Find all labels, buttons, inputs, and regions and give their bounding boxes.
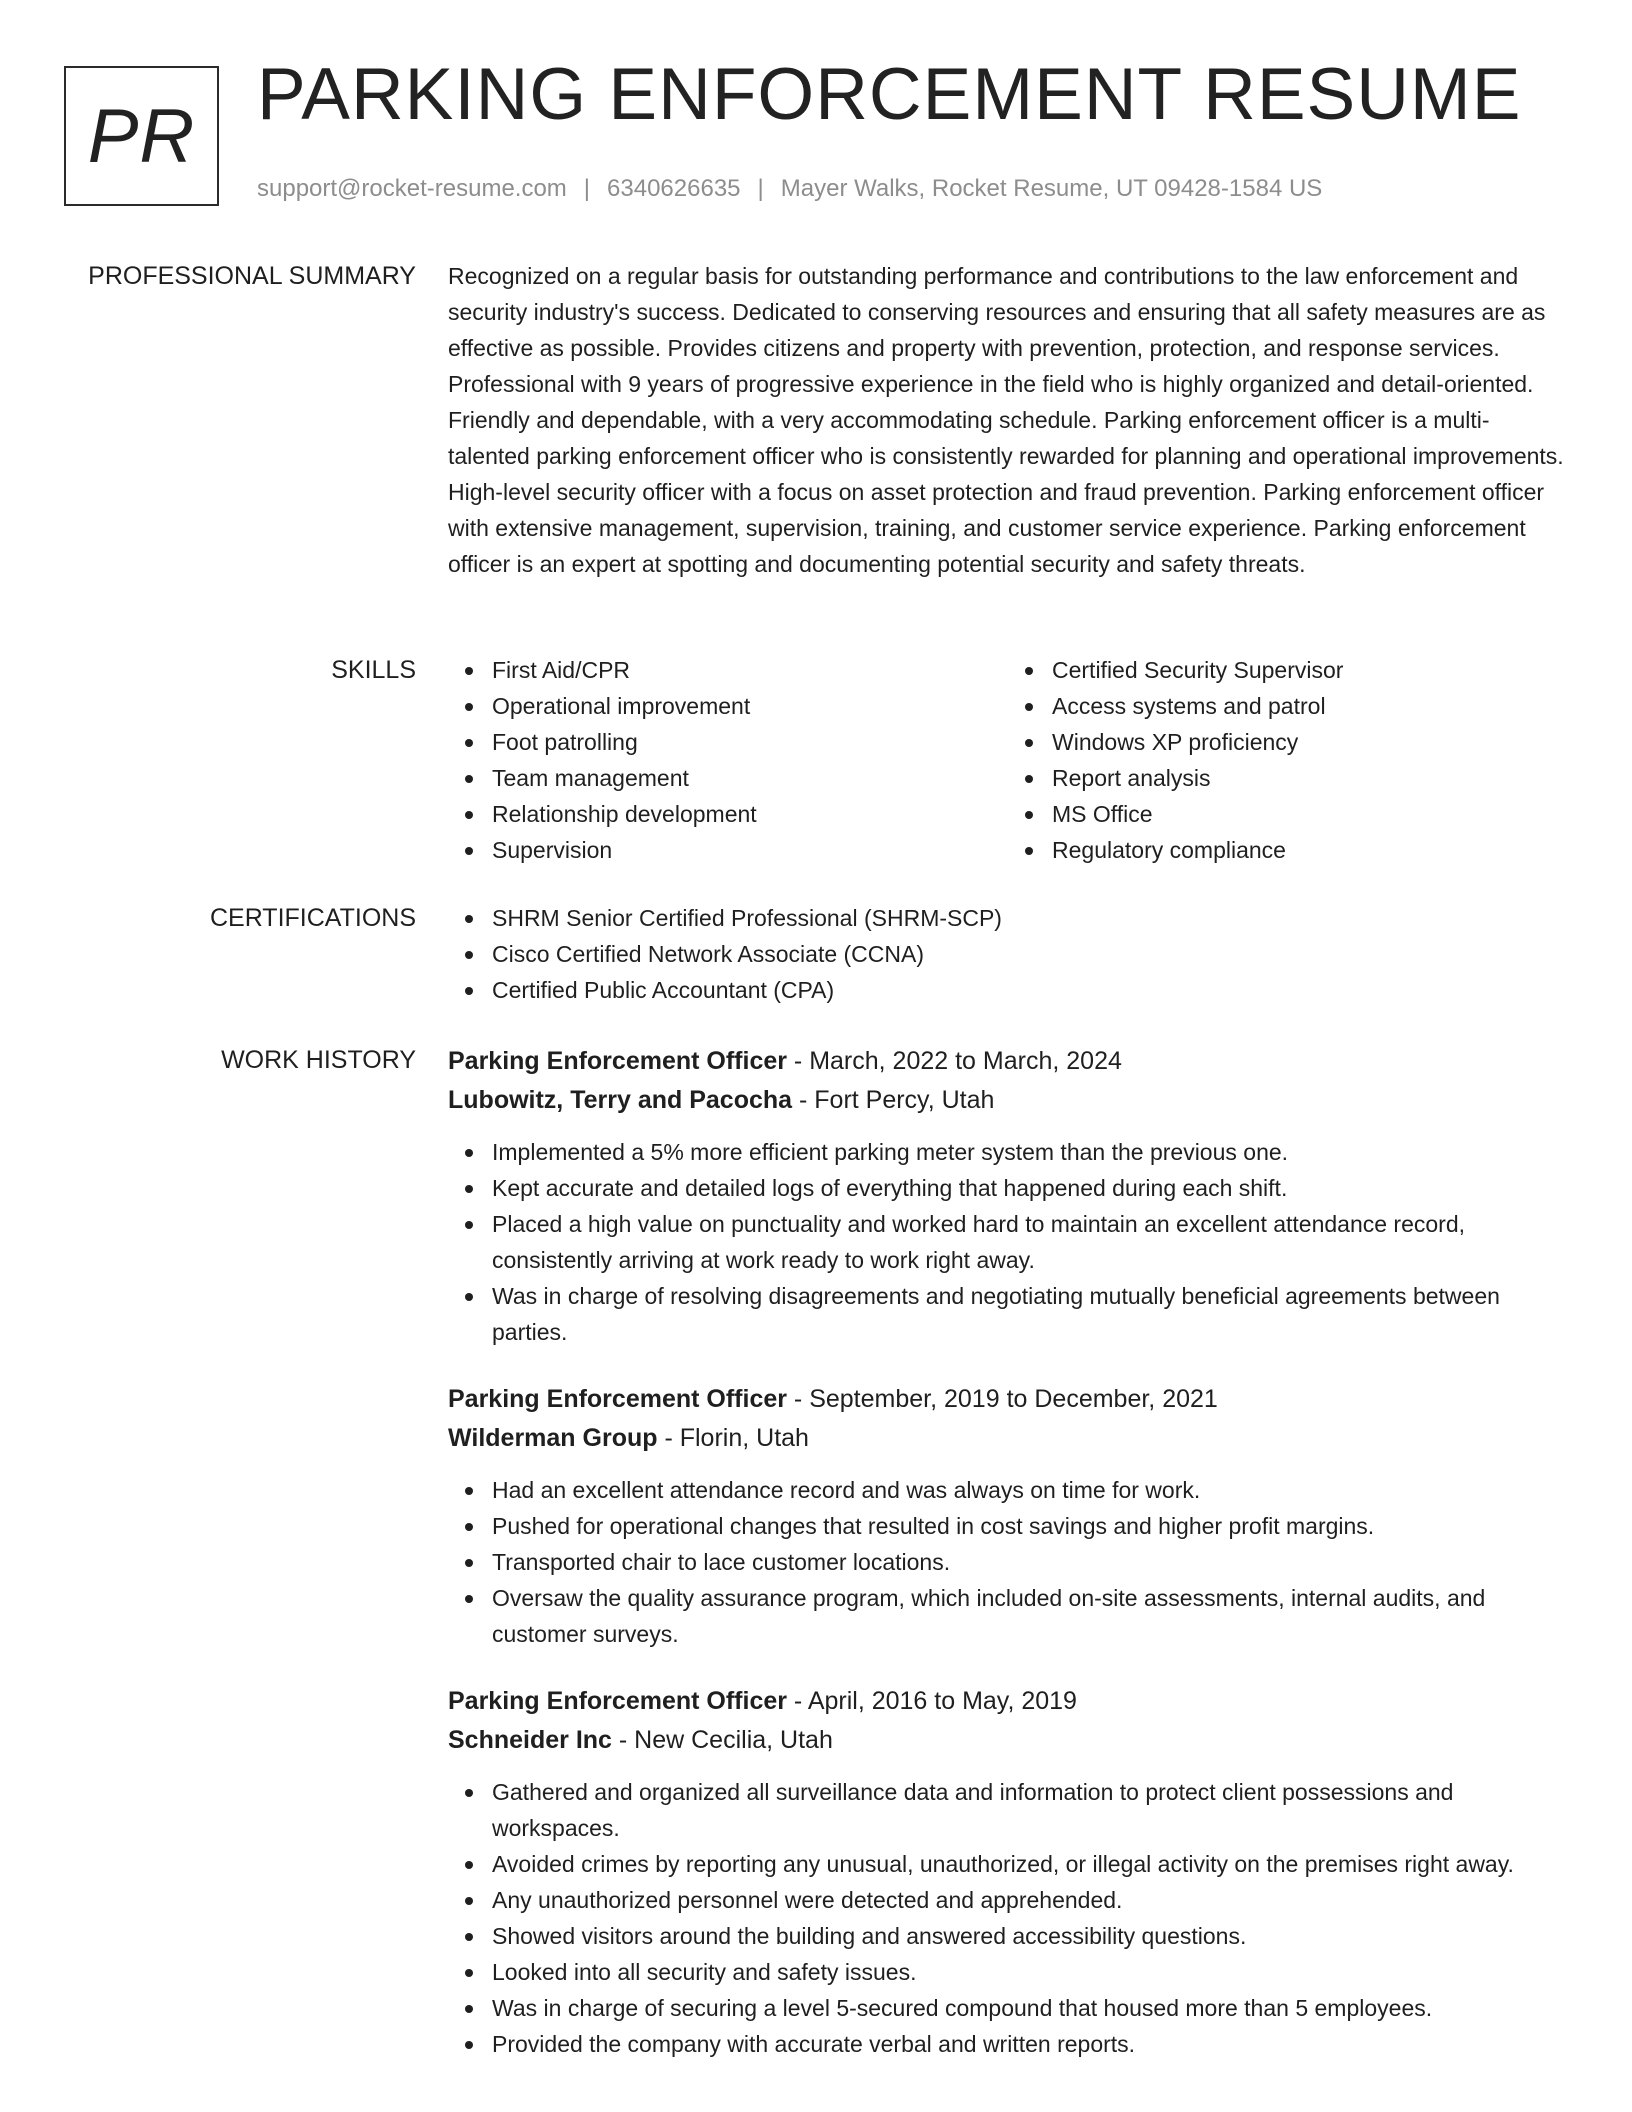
- certification-item: SHRM Senior Certified Professional (SHRM-SCP): [492, 900, 1568, 936]
- monogram-initials: PR: [87, 93, 196, 179]
- job-bullet: Oversaw the quality assurance program, which included on-site assessments, internal audits, and customer surveys.: [492, 1580, 1568, 1652]
- job-bullet-list: [448, 1472, 1568, 1652]
- job-employer-line: [448, 1419, 1568, 1458]
- job-employer-line: [448, 1081, 1568, 1120]
- job-bullet: Any unauthorized personnel were detected and apprehended.: [492, 1882, 1568, 1918]
- certifications-heading: CERTIFICATIONS: [209, 904, 416, 932]
- contact-separator: |: [583, 175, 591, 202]
- job-bullet: Provided the company with accurate verbal and written reports.: [492, 2026, 1568, 2062]
- skills-heading: SKILLS: [331, 656, 416, 684]
- contact-separator: |: [757, 175, 764, 202]
- job-location: - Fort Percy, Utah: [792, 1086, 995, 1114]
- contact-phone: 6340626635: [607, 175, 741, 202]
- skill-item: Windows XP proficiency: [1052, 724, 1568, 760]
- jobs-container: [448, 1042, 1568, 2092]
- skill-item: Certified Security Supervisor: [1052, 652, 1568, 688]
- skill-item: Regulatory compliance: [1052, 832, 1568, 868]
- certification-item: Cisco Certified Network Associate (CCNA): [492, 936, 1568, 972]
- job-bullet: Pushed for operational changes that resulted in cost savings and higher profit margins.: [492, 1508, 1568, 1544]
- certification-item: Certified Public Accountant (CPA): [492, 972, 1568, 1008]
- job-dates: - March, 2022 to March, 2024: [786, 1047, 1122, 1075]
- monogram-box: [64, 66, 219, 206]
- job-title: Parking Enforcement Officer: [448, 1385, 787, 1413]
- job-employer: Lubowitz, Terry and Pacocha: [448, 1086, 793, 1114]
- job-bullet: Was in charge of securing a level 5-secured compound that housed more than 5 employees.: [492, 1990, 1568, 2026]
- skill-item: Operational improvement: [492, 688, 1008, 724]
- job-title-line: [448, 1042, 1568, 1081]
- contact-address: Mayer Walks, Rocket Resume, UT 09428-1584 US: [780, 175, 1323, 202]
- summary-text: Recognized on a regular basis for outstanding performance and contributions to the law enforcement and security industry's success. Dedicated to conserving resources and ensuring that all safety measures are as effective as possible. Provides citizens and property with prevention, protection, and response services. Professional with 9 years of progressive experience in the field who is highly organized and detail-oriented. Friendly and dependable, with a very accommodating schedule. Parking enforcement officer is a multi-talented parking enforcement officer who is consistently rewarded for planning and operational improvements. High-level security officer with a focus on asset protection and fraud prevention. Parking enforcement officer with extensive management, supervision, training, and customer service experience. Parking enforcement officer is an expert at spotting and documenting potential security and safety threats.: [448, 263, 1564, 577]
- skill-item: Supervision: [492, 832, 1008, 868]
- skill-item: MS Office: [1052, 796, 1568, 832]
- job-dates: - April, 2016 to May, 2019: [786, 1687, 1077, 1715]
- skills-list-left: [448, 652, 1008, 868]
- job-bullet: Looked into all security and safety issues.: [492, 1954, 1568, 1990]
- certifications-list: [448, 900, 1568, 1008]
- job-bullet: Placed a high value on punctuality and worked hard to maintain an excellent attendance record, consistently arriving at work ready to work right away.: [492, 1206, 1568, 1278]
- skill-item: Foot patrolling: [492, 724, 1008, 760]
- job-location: - Florin, Utah: [657, 1424, 809, 1452]
- job-employer-line: [448, 1721, 1568, 1760]
- skill-item: Access systems and patrol: [1052, 688, 1568, 724]
- contact-email: support@rocket-resume.com: [257, 175, 567, 202]
- job-bullet: Implemented a 5% more efficient parking meter system than the previous one.: [492, 1134, 1568, 1170]
- skill-item: First Aid/CPR: [492, 652, 1008, 688]
- job-bullet: Showed visitors around the building and answered accessibility questions.: [492, 1918, 1568, 1954]
- job-bullet-list: [448, 1134, 1568, 1350]
- job-bullet: Kept accurate and detailed logs of everything that happened during each shift.: [492, 1170, 1568, 1206]
- job-bullet: Was in charge of resolving disagreements and negotiating mutually beneficial agreements between parties.: [492, 1278, 1568, 1350]
- job-bullet: Had an excellent attendance record and was always on time for work.: [492, 1472, 1568, 1508]
- job-title: Parking Enforcement Officer: [448, 1687, 787, 1715]
- job-title: Parking Enforcement Officer: [448, 1047, 787, 1075]
- job-bullet: Gathered and organized all surveillance data and information to protect client possessions and workspaces.: [492, 1774, 1568, 1846]
- skill-item: Relationship development: [492, 796, 1008, 832]
- skill-item: Team management: [492, 760, 1008, 796]
- job-bullet-list: [448, 1774, 1568, 2062]
- job-title-line: [448, 1682, 1568, 1721]
- job-title-line: [448, 1380, 1568, 1419]
- job-employer: Schneider Inc: [448, 1726, 612, 1754]
- job-entry: [448, 1682, 1568, 2062]
- job-location: - New Cecilia, Utah: [611, 1726, 833, 1754]
- resume-title: PARKING ENFORCEMENT RESUME: [257, 54, 1522, 135]
- job-bullet: Avoided crimes by reporting any unusual, unauthorized, or illegal activity on the premises right away.: [492, 1846, 1568, 1882]
- skills-list-right: [1008, 652, 1568, 868]
- contact-line: [257, 177, 1322, 201]
- job-bullet: Transported chair to lace customer locations.: [492, 1544, 1568, 1580]
- job-entry: [448, 1042, 1568, 1350]
- job-employer: Wilderman Group: [448, 1424, 658, 1452]
- job-dates: - September, 2019 to December, 2021: [786, 1385, 1218, 1413]
- skill-item: Report analysis: [1052, 760, 1568, 796]
- job-entry: [448, 1380, 1568, 1652]
- summary-heading: PROFESSIONAL SUMMARY: [88, 262, 416, 290]
- work-history-heading: WORK HISTORY: [221, 1046, 416, 1074]
